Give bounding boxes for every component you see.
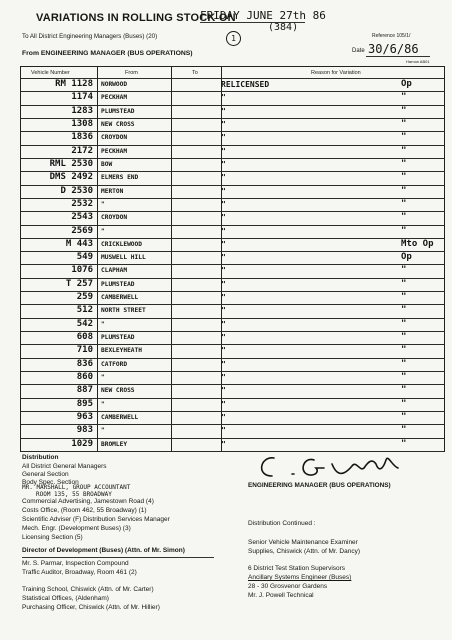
reason-cell: " <box>221 133 226 143</box>
vehicle-number-cell: 963 <box>76 412 93 422</box>
reason-cell: " <box>221 439 226 449</box>
table-row <box>21 251 444 265</box>
column-header-vehicle: Vehicle Number <box>31 70 70 76</box>
from-garage-cell: BOW <box>101 160 113 168</box>
table-row <box>21 238 444 252</box>
from-garage-cell: " <box>101 427 105 435</box>
distribution-rule <box>22 557 214 558</box>
table-row <box>21 384 444 398</box>
reason-cell: " <box>221 359 226 369</box>
status-cell: " <box>401 438 407 449</box>
status-cell: " <box>401 172 407 183</box>
reason-cell: " <box>221 399 226 409</box>
from-garage-cell: " <box>101 374 105 382</box>
reason-cell: " <box>221 413 226 422</box>
vehicle-number-cell: 549 <box>76 252 93 263</box>
distribution-item: 6 District Test Station Supervisors <box>248 565 346 572</box>
status-cell: " <box>401 105 407 116</box>
distribution-item: Mech. Engr. (Development Buses) (3) <box>22 525 131 532</box>
table-row <box>21 78 444 92</box>
table-row <box>21 145 444 159</box>
reason-cell: " <box>221 333 226 343</box>
reason-cell: " <box>221 306 226 316</box>
from-garage-cell: " <box>101 200 105 208</box>
vehicle-number-cell: 1174 <box>71 92 93 103</box>
status-cell: " <box>401 412 407 422</box>
from-garage-cell: NEW CROSS <box>101 120 135 128</box>
reason-cell: " <box>221 199 226 209</box>
handwritten-day-date: FRIDAY JUNE 27th 86 <box>200 9 326 22</box>
vehicle-number-cell: 1029 <box>71 438 93 449</box>
table-row <box>21 318 444 332</box>
status-cell: " <box>401 305 407 316</box>
reason-cell: " <box>221 186 226 196</box>
reason-cell: " <box>221 173 226 183</box>
vehicle-number-cell: RM 1128 <box>55 79 93 89</box>
vehicle-number-cell: 710 <box>76 345 93 356</box>
vehicle-number-cell: 2172 <box>71 145 93 156</box>
reason-cell: " <box>221 293 226 303</box>
from-garage-cell: NORTH STREET <box>101 307 146 315</box>
reason-cell: " <box>221 373 226 383</box>
distribution-item: Costs Office, (Room 462, 55 Broadway) (1) <box>22 507 147 514</box>
from-garage-cell: NORWOOD <box>101 81 128 88</box>
reason-cell: " <box>221 279 226 289</box>
status-cell: " <box>401 358 407 369</box>
vehicle-number-cell: 887 <box>76 385 93 396</box>
distribution-item: Licensing Section (5) <box>22 534 83 541</box>
vehicle-number-cell: 983 <box>76 425 93 436</box>
sheet-number-circled: 1 <box>226 31 241 46</box>
table-row <box>21 411 444 425</box>
column-header-from: From <box>125 70 138 76</box>
vehicle-number-cell: 2569 <box>71 225 93 236</box>
status-cell: " <box>401 265 407 276</box>
form-title: VARIATIONS IN ROLLING STOCK ON <box>36 12 236 24</box>
table-row <box>21 118 444 132</box>
reason-cell: " <box>221 253 226 263</box>
table-row <box>21 225 444 239</box>
distribution-item: Body Spec. Section <box>22 479 79 486</box>
reference-label: Reference 105/1/ <box>372 33 411 39</box>
distribution-item: Statistical Offices, (Aldenham) <box>22 595 109 602</box>
table-row <box>21 211 444 225</box>
from-garage-cell: PECKHAM <box>101 147 128 155</box>
distribution-heading: Distribution <box>22 454 59 461</box>
vehicle-number-cell: 2543 <box>71 212 93 223</box>
reason-cell: " <box>221 106 226 116</box>
vehicle-number-cell: 542 <box>76 318 93 329</box>
status-cell: Op <box>401 79 412 89</box>
distribution-item: Ancillary Systems Engineer (Buses) <box>248 574 352 581</box>
date-value-underline <box>366 56 430 57</box>
form-number: Harrow AB01 <box>406 59 430 64</box>
reason-cell: " <box>221 239 226 249</box>
reason-cell: " <box>221 119 226 129</box>
table-row <box>21 331 444 345</box>
reason-cell: " <box>221 213 226 223</box>
reason-cell: " <box>221 426 226 436</box>
status-cell: " <box>401 145 407 156</box>
reason-cell: " <box>221 319 226 329</box>
table-row <box>21 278 444 292</box>
status-cell: " <box>401 198 407 209</box>
distribution-item: 28 - 30 Grosvenor Gardens <box>248 583 328 590</box>
signature-title: ENGINEERING MANAGER (BUS OPERATIONS) <box>248 482 391 489</box>
from-garage-cell: PLUMSTEAD <box>101 334 135 342</box>
vehicle-number-cell: RML 2530 <box>49 158 93 169</box>
column-header-reason: Reason for Variation <box>311 70 361 76</box>
table-row <box>21 344 444 358</box>
vehicle-number-cell: DMS 2492 <box>49 172 93 183</box>
status-cell: " <box>401 292 407 303</box>
vehicle-number-cell: 860 <box>76 372 93 383</box>
vehicle-number-cell: 1308 <box>71 118 93 129</box>
from-garage-cell: BEXLEYHEATH <box>101 347 142 355</box>
status-cell: " <box>401 132 407 143</box>
status-cell: " <box>401 345 407 356</box>
from-garage-cell: CROYDON <box>101 214 128 222</box>
distribution-continued-label: Distribution Continued : <box>248 520 316 527</box>
director-of-development: Director of Development (Buses) (Attn. of Mr. Simon) <box>22 547 185 554</box>
status-cell: " <box>401 158 407 169</box>
status-cell: " <box>401 278 407 289</box>
distribution-item: Supplies, Chiswick (Attn. of Mr. Dancy) <box>248 548 360 555</box>
from-garage-cell: NEW CROSS <box>101 387 135 395</box>
vehicle-number-cell: 895 <box>76 398 93 409</box>
distribution-item: Commercial Advertising, Jamestown Road (4) <box>22 498 154 505</box>
handwritten-distribution-item: ROOM 135, 55 BROADWAY <box>36 491 112 498</box>
vehicle-number-cell: 512 <box>76 305 93 316</box>
signature-text <box>252 455 259 456</box>
distribution-item: Traffic Auditor, Broadway, Room 461 (2) <box>22 569 137 576</box>
vehicle-number-cell: 1283 <box>71 105 93 116</box>
reason-cell: " <box>221 226 226 236</box>
handwritten-distribution-item: MR. MARSHALL, GROUP ACCOUNTANT <box>22 484 131 491</box>
from-line: From ENGINEERING MANAGER (BUS OPERATIONS) <box>22 50 193 57</box>
to-line: To All District Engineering Managers (Buses) (20) <box>22 33 158 40</box>
from-garage-cell: BROMLEY <box>101 440 128 448</box>
status-cell: Op <box>401 252 412 263</box>
from-garage-cell: MERTON <box>101 187 124 195</box>
from-garage-cell: MUSWELL HILL <box>101 254 146 262</box>
status-cell: " <box>401 332 407 343</box>
vehicle-number-cell: T 257 <box>65 278 93 289</box>
vehicle-number-cell: 1836 <box>71 132 93 143</box>
table-row <box>21 398 444 412</box>
reason-cell: " <box>221 386 226 396</box>
from-garage-cell: " <box>101 320 105 328</box>
table-row <box>21 105 444 119</box>
from-garage-cell: " <box>101 227 105 235</box>
from-garage-cell: PECKHAM <box>101 94 128 102</box>
table-row <box>21 424 444 438</box>
status-cell: " <box>401 425 407 436</box>
reason-cell: " <box>221 266 226 276</box>
from-garage-cell: PLUMSTEAD <box>101 280 135 288</box>
vehicle-number-cell: 836 <box>76 358 93 369</box>
from-garage-cell: CROYDON <box>101 134 128 142</box>
table-row <box>21 158 444 172</box>
table-row <box>21 198 444 212</box>
status-cell: " <box>401 185 407 196</box>
distribution-item: Training School, Chiswick (Attn. of Mr. Carter) <box>22 586 154 593</box>
from-garage-cell: CRICKLEWOOD <box>101 240 142 248</box>
status-cell: Mto Op <box>401 238 434 249</box>
vehicle-number-cell: 2532 <box>71 198 93 209</box>
vehicle-number-cell: 608 <box>76 332 93 343</box>
table-row <box>21 264 444 278</box>
reason-cell: " <box>221 346 226 356</box>
status-cell: " <box>401 118 407 129</box>
vehicle-number-cell: 259 <box>76 292 93 303</box>
status-cell: " <box>401 318 407 329</box>
vehicle-number-cell: 1076 <box>71 265 93 276</box>
handwritten-date-value: 30/6/86 <box>368 42 419 56</box>
reason-cell: " <box>221 93 226 103</box>
from-garage-cell: PLUMSTEAD <box>101 107 135 115</box>
date-label: Date <box>352 48 365 54</box>
distribution-item: Purchasing Officer, Chiswick (Attn. of Mr. Hillier) <box>22 604 160 611</box>
reason-cell: " <box>221 146 226 156</box>
table-row <box>21 371 444 385</box>
distribution-item: Scientific Adviser (F) Distribution Services Manager <box>22 516 170 523</box>
status-cell: " <box>401 385 407 396</box>
status-cell: " <box>401 372 407 383</box>
from-garage-cell: ELMERS END <box>101 174 139 182</box>
status-cell: " <box>401 92 407 103</box>
status-cell: " <box>401 212 407 223</box>
handwritten-ref-code: (384) <box>268 22 299 33</box>
table-row <box>21 131 444 145</box>
distribution-item: Senior Vehicle Maintenance Examiner <box>248 539 358 546</box>
reason-cell: RELICENSED <box>221 80 270 89</box>
signature-mark <box>252 448 412 482</box>
reason-cell: " <box>221 159 226 169</box>
status-cell: " <box>401 398 407 409</box>
table-row <box>21 291 444 305</box>
from-garage-cell: CAMBERWELL <box>101 294 139 302</box>
table-row <box>21 358 444 372</box>
distribution-item: General Section <box>22 471 69 478</box>
table-row <box>21 185 444 199</box>
table-row <box>21 91 444 105</box>
distribution-item: Mr. J. Powell Technical <box>248 592 314 599</box>
from-garage-cell: CLAPHAM <box>101 267 128 275</box>
from-garage-cell: " <box>101 400 105 408</box>
vehicle-number-cell: D 2530 <box>60 185 93 196</box>
column-header-to: To <box>192 70 198 76</box>
table-row <box>21 171 444 185</box>
from-garage-cell: CATFORD <box>101 360 128 368</box>
status-cell: " <box>401 225 407 236</box>
variations-table <box>20 66 445 452</box>
vehicle-number-cell: M 443 <box>65 238 93 249</box>
table-row <box>21 304 444 318</box>
from-garage-cell: CAMBERWELL <box>101 414 139 421</box>
distribution-item: All District General Managers <box>22 463 107 470</box>
distribution-item: Mr. S. Parmar, Inspection Compound <box>22 560 129 567</box>
